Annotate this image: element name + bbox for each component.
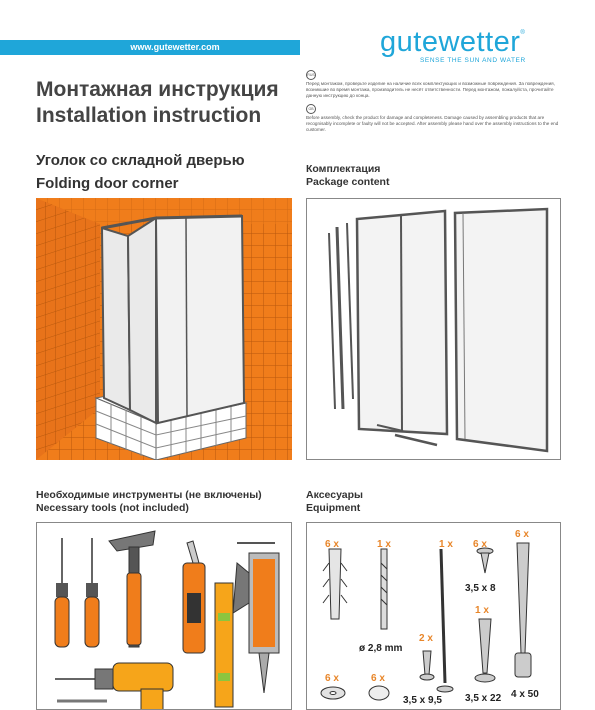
screw-short-icon	[420, 651, 434, 680]
cap-qty: 6 x	[371, 673, 385, 684]
drill-qty: 1 x	[377, 539, 391, 550]
screw-long-qty: 6 x	[515, 529, 529, 540]
screw-mid-icon	[475, 619, 495, 682]
screw-small-icon	[477, 548, 493, 573]
washer-qty: 6 x	[325, 673, 339, 684]
cutter-knife-icon	[183, 541, 205, 653]
pin-icon	[437, 549, 453, 692]
product-name-ru: Уголок со складной дверью	[36, 152, 245, 169]
equipment-box	[306, 522, 561, 710]
wall-anchor-icon	[323, 549, 347, 619]
screw-small-size: 3,5 x 8	[465, 583, 496, 594]
flag-gb-icon: GB	[306, 104, 316, 114]
website-url[interactable]: www.gutewetter.com	[130, 42, 220, 52]
screw-mid-qty: 1 x	[475, 605, 489, 616]
spirit-level-icon	[215, 583, 233, 707]
brand-tagline: SENSE THE SUN AND WATER	[420, 57, 526, 64]
drill-bit-icon	[381, 549, 387, 629]
hammer-icon	[109, 531, 155, 647]
tools-box	[36, 522, 292, 710]
note-ru-text: Перед монтажом, проверьте изделие на наличие всех комплектующих и возможные повреждения. За повреждения, возникшие во время монтажа, производитель не несёт ответственности. Перед монтажом, пожалуйста, прочитайте данную инструкцию до конца.	[306, 81, 555, 98]
screw-short-size: 3,5 x 9,5	[403, 695, 442, 706]
tools-heading-ru: Необходимые инструменты (не включены)	[36, 489, 262, 501]
note-en-text: Before assembly, check the product for damage and completeness. Damage caused by assembling products that are recognisably incomplete or faulty will not be accepted. After assembly please hand over the assembly instructions to the end customer.	[306, 115, 559, 132]
note-en	[306, 104, 561, 133]
screwdriver-icon	[55, 538, 99, 647]
package-content-box	[306, 198, 561, 460]
equipment-heading-ru: Аксесуары	[306, 489, 364, 501]
screw-small-qty: 6 x	[473, 539, 487, 550]
flag-ru-icon: RUS	[306, 70, 316, 80]
shower-corner-image	[36, 198, 292, 460]
equipment-heading	[306, 489, 363, 515]
pin-qty: 1 x	[439, 539, 453, 550]
screw-short-qty: 2 x	[419, 633, 433, 644]
screw-long-icon	[515, 543, 531, 677]
package-heading	[306, 163, 389, 189]
cap-icon	[369, 686, 389, 700]
power-drill-icon	[55, 663, 173, 710]
package-heading-ru: Комплектация	[306, 163, 381, 175]
package-heading-en: Package content	[306, 176, 390, 188]
brand-logo	[380, 26, 525, 59]
tools-heading-en: Necessary tools (not included)	[36, 502, 189, 514]
equipment-image	[307, 523, 561, 710]
equipment-heading-en: Equipment	[306, 502, 361, 514]
silicone-gun-icon	[233, 543, 279, 693]
screw-long-size: 4 x 50	[511, 689, 539, 700]
package-content-image	[307, 199, 561, 460]
note-ru	[306, 70, 561, 99]
screw-mid-size: 3,5 x 22	[465, 693, 502, 704]
product-illustration	[36, 198, 292, 460]
tools-heading	[36, 489, 262, 515]
product-name-en: Folding door corner	[36, 175, 179, 192]
tools-image	[37, 523, 292, 710]
title-ru: Монтажная инструкция	[36, 78, 279, 101]
registered-mark: ®	[520, 30, 526, 36]
brand-name: gutewetter	[380, 26, 521, 58]
anchor-qty: 6 x	[325, 539, 339, 550]
drill-size: ø 2,8 mm	[359, 643, 403, 654]
title-en: Installation instruction	[36, 104, 262, 127]
